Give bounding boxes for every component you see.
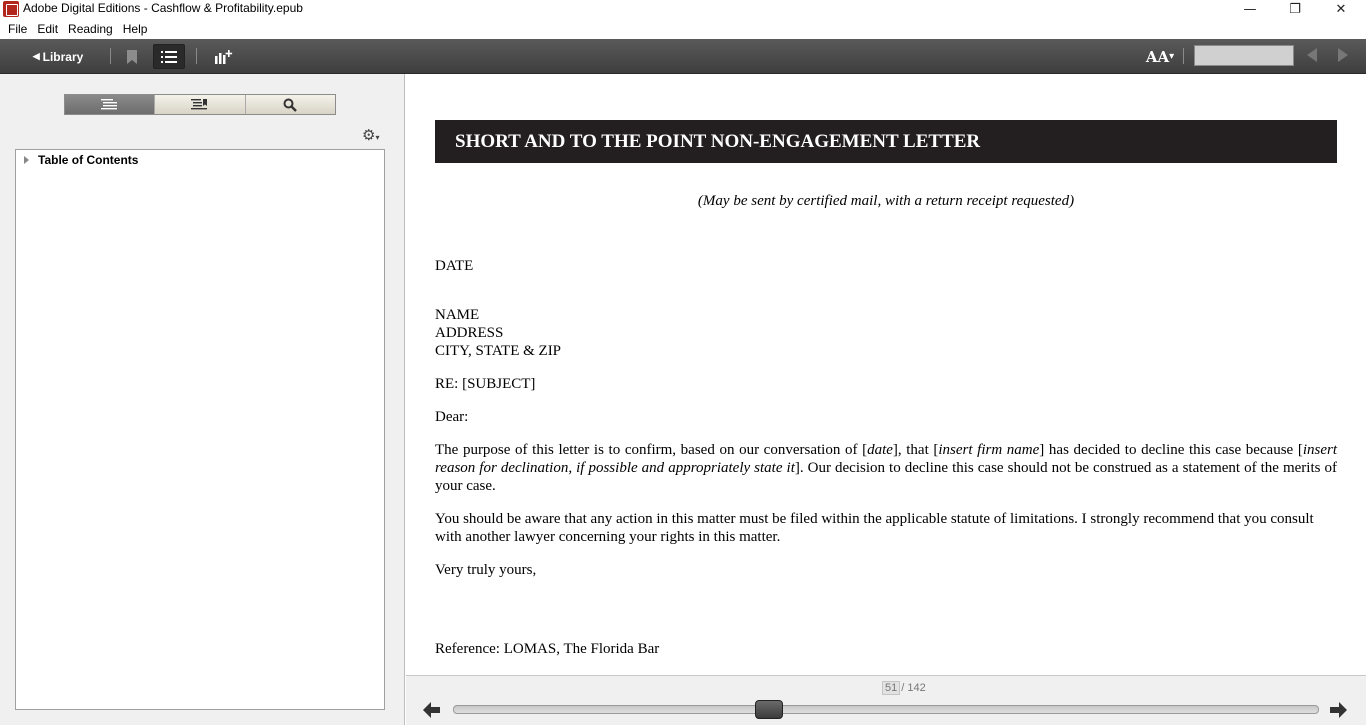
previous-page-icon[interactable]	[1307, 48, 1317, 62]
page-slider-track[interactable]	[453, 705, 1319, 714]
placeholder-text: insert reason for declination, if possible and appropriately state it	[435, 442, 1337, 476]
search-icon	[283, 98, 297, 112]
toc-root-item[interactable]	[24, 153, 138, 167]
menu-help[interactable]: Help	[122, 22, 148, 36]
contents-list-icon	[101, 99, 119, 110]
menu-bar	[0, 19, 1366, 39]
tab-bookmarks[interactable]	[155, 95, 245, 114]
text-run: ] has decided to decline this case because [	[1039, 442, 1303, 458]
toolbar-divider	[1183, 48, 1184, 64]
address-block	[435, 306, 1337, 360]
page-indicator	[882, 681, 926, 695]
reference-line: Reference: LOMAS, The Florida Bar	[435, 641, 660, 657]
toolbar	[0, 39, 1366, 74]
current-page-field[interactable]: 51	[882, 681, 900, 695]
toolbar-divider	[110, 48, 111, 64]
menu-file[interactable]: File	[8, 22, 28, 36]
reading-pane	[406, 74, 1366, 675]
body-paragraph-1	[435, 441, 1337, 495]
page-navigation-bar	[406, 675, 1366, 725]
add-stats-icon[interactable]	[211, 44, 237, 69]
back-triangle-icon: ◀	[32, 51, 40, 61]
minimize-icon[interactable]: —	[1243, 2, 1257, 17]
library-label: Library	[42, 49, 84, 64]
tab-search[interactable]	[246, 95, 335, 114]
restore-icon[interactable]: ❐	[1289, 2, 1301, 17]
previous-page-arrow-icon[interactable]	[422, 700, 442, 720]
chapter-subtitle: (May be sent by certified mail, with a return receipt requested)	[697, 193, 1075, 209]
bookmark-icon[interactable]	[121, 44, 143, 69]
library-button[interactable]	[26, 44, 90, 69]
toc-root-label: Table of Contents	[38, 153, 139, 167]
total-pages: 142	[907, 682, 926, 694]
close-icon[interactable]: ✕	[1335, 2, 1347, 17]
gear-icon[interactable]: ⚙▾	[362, 126, 380, 144]
dropdown-caret-icon: ▾	[1169, 51, 1175, 62]
next-page-arrow-icon[interactable]	[1328, 700, 1348, 720]
page-search-input[interactable]	[1194, 45, 1294, 66]
address-line: ADDRESS	[435, 325, 504, 341]
address-line: CITY, STATE & ZIP	[435, 343, 562, 359]
subject-line: RE: [SUBJECT]	[435, 376, 536, 392]
bookmark-list-icon	[191, 99, 209, 110]
font-size-button[interactable]	[1142, 44, 1178, 69]
toolbar-divider	[196, 48, 197, 64]
placeholder-text: date	[867, 442, 893, 458]
expand-triangle-icon[interactable]	[24, 156, 29, 164]
placeholder-text: insert firm name	[938, 442, 1040, 458]
salutation: Dear:	[435, 409, 469, 425]
menu-reading[interactable]: Reading	[68, 22, 113, 36]
text-run: The purpose of this letter is to confirm, based on our conversation of [	[435, 442, 868, 458]
toc-toggle-button[interactable]	[153, 44, 185, 69]
list-icon	[161, 51, 177, 63]
toc-tree	[15, 149, 385, 710]
page-separator: /	[901, 682, 905, 694]
sidebar	[0, 74, 405, 725]
sidebar-tabs	[64, 94, 336, 115]
window-title: Adobe Digital Editions - Cashflow & Profitability.epub	[23, 1, 303, 15]
tab-table-of-contents[interactable]	[65, 95, 155, 114]
date-line: DATE	[435, 258, 474, 274]
app-icon	[3, 1, 19, 17]
address-line: NAME	[435, 307, 480, 323]
title-bar	[0, 0, 1366, 19]
closing: Very truly yours,	[435, 562, 537, 578]
text-run: ]. Our decision to decline this case should not be construed as a statement of the merits of your case.	[435, 460, 1338, 494]
page-slider-thumb[interactable]	[755, 700, 783, 719]
menu-edit[interactable]: Edit	[37, 22, 59, 36]
text-run: ], that [	[892, 442, 939, 458]
body-paragraph-2: You should be aware that any action in this matter must be filed within the applicable statute of limitations. I strongly recommend that you consult with another lawyer concerning your rights in this matter.	[435, 511, 1314, 545]
chapter-heading: SHORT AND TO THE POINT NON-ENGAGEMENT LETTER	[435, 120, 1337, 163]
font-size-label: AA	[1145, 47, 1170, 66]
next-page-icon[interactable]	[1338, 48, 1348, 62]
